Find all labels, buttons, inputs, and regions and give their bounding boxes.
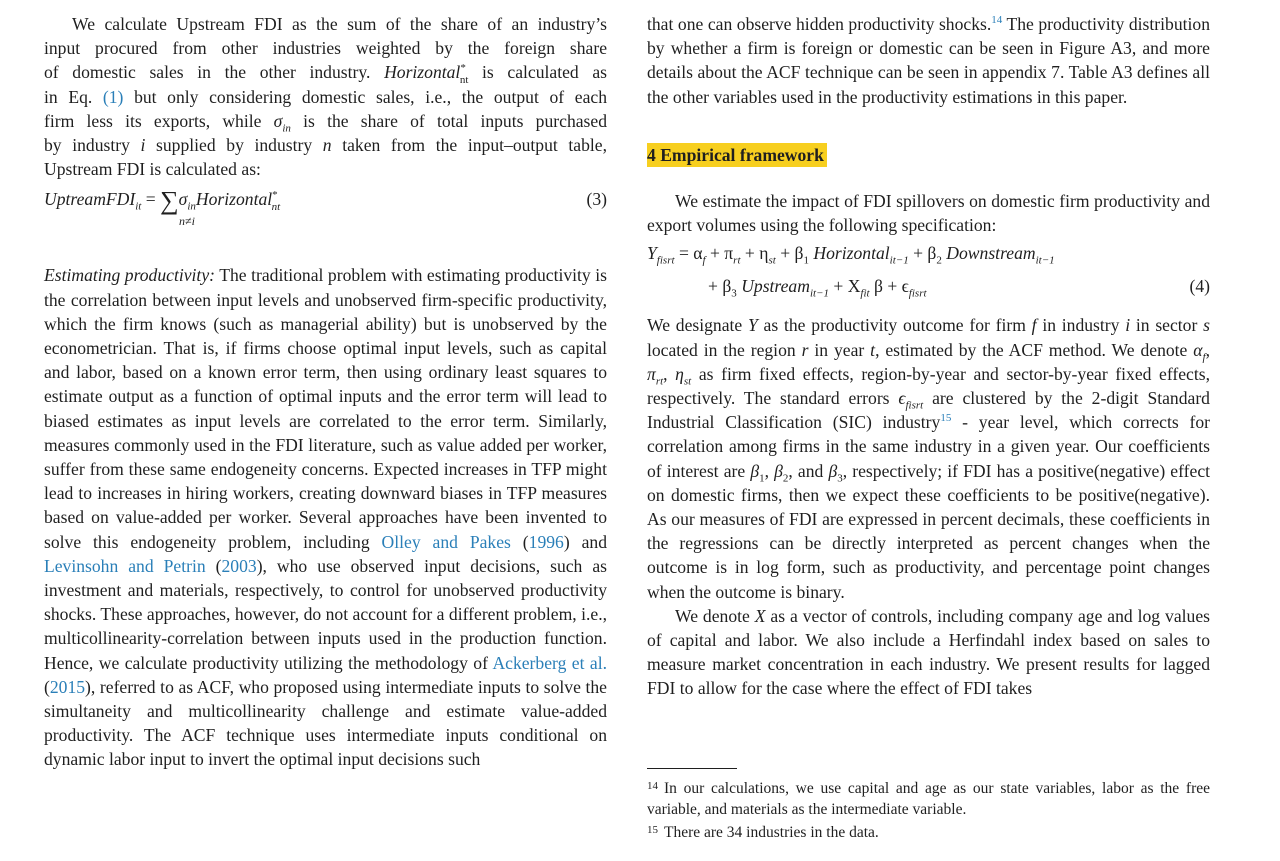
footnote-14 bbox=[647, 776, 1210, 820]
line: input procured from other industries weighted by the foreign share bbox=[44, 38, 607, 59]
text: located in the region bbox=[647, 339, 796, 360]
text: We denote bbox=[675, 605, 750, 626]
eq-term: Upstream bbox=[741, 276, 810, 297]
eq-sub: fit bbox=[860, 287, 870, 300]
math: β bbox=[828, 460, 838, 481]
text: , and bbox=[788, 460, 824, 481]
text: - year level, which corrects for correlation among firms in the same industry in a given year. Our coefficients of interest are bbox=[647, 412, 1210, 481]
footnote-text: In our calculations, we use capital and age as our state variables, labor as the free variable, and materials as the intermediate variable. bbox=[647, 780, 1210, 818]
eq-sub: nt bbox=[271, 200, 281, 213]
math-sub: 3 bbox=[837, 472, 843, 485]
equation-line-1 bbox=[647, 241, 1055, 265]
text: We designate bbox=[647, 315, 743, 336]
eq-horizontal: Horizontal bbox=[195, 189, 273, 210]
math: t bbox=[870, 339, 876, 360]
eq-sub: in bbox=[187, 200, 196, 213]
designation-paragraph bbox=[647, 313, 1210, 603]
text: is calculated as bbox=[482, 62, 607, 83]
eq-sub: 3 bbox=[731, 287, 737, 300]
math: σ bbox=[273, 110, 283, 131]
text: , referred to as ACF, who proposed using intermediate inputs to solve the simultaneity and multicollinearity challenge and estimate value-added productivity. The ACF technique uses intermediate inputs conditional on dynamic labor input to invert the optimal input decisions such bbox=[44, 676, 607, 770]
footnote-number: 15 bbox=[647, 824, 658, 836]
eq-sub: 1 bbox=[803, 254, 809, 267]
math: π bbox=[647, 363, 656, 384]
text: The traditional problem with estimating productivity is the correlation between input levels and unobserved firm-specific productivity, which the firm knows (such as managerial ability) but is unobserved by the econometrician. That is, if firms choose optimal input levels, such as capital and labor, based on a known error term, then using ordinary least squares to estimate output as a function of optimal inputs and the error term will lead to biased estimates as input levels are correlated to the error term. Similarly, measures commonly used in the FDI literature, such as value added per worker, suffer from these same endogeneity concerns. Expected increases in TFP might lead to increases in hiring workers, creating downward biases in TFP measures based on value-added per worker. Several approaches have been invented to solve this endogeneity problem, including bbox=[44, 265, 607, 552]
line bbox=[44, 133, 607, 157]
citation-link[interactable]: Olley and Pakes bbox=[381, 531, 511, 552]
math-sub: 1 bbox=[759, 472, 765, 485]
citation-year-link[interactable]: 1996 bbox=[528, 531, 564, 552]
eq-term: + β bbox=[780, 243, 804, 264]
eq-term: Horizontal bbox=[813, 243, 890, 264]
upstream-paragraph bbox=[44, 12, 607, 181]
line bbox=[44, 60, 607, 84]
text: , estimated by the ACF method. We denote bbox=[875, 339, 1188, 360]
eq-sub: f bbox=[702, 254, 706, 267]
eq-equals: = bbox=[145, 189, 156, 210]
footnote-15 bbox=[647, 820, 1210, 843]
eq-sub: rt bbox=[733, 254, 741, 267]
eq-sub: it−1 bbox=[809, 287, 829, 300]
footnote-text: There are 34 industries in the data. bbox=[664, 824, 879, 841]
text: , bbox=[1205, 339, 1211, 360]
math-sub: f bbox=[1202, 351, 1206, 364]
eq-term: + X bbox=[833, 276, 861, 297]
text: , respectively; if FDI has a positive(negative) effect on domestic firms, then we expect these coefficients to be positive(negative). As our measures of FDI are expressed in percent decimals, these coefficients in the regressions can be directly interpreted as percent changes when the outcome is in log form, such as productivity, and percentage point changes when the outcome is binary. bbox=[647, 460, 1211, 602]
math-sub: in bbox=[282, 122, 291, 135]
eq-term: + β bbox=[913, 243, 937, 264]
eq-sub: it−1 bbox=[1035, 254, 1055, 267]
eq-sub: it−1 bbox=[889, 254, 909, 267]
text: as a vector of controls, including company age and log values of capital and labor. We also include a Herfindahl index based on sales to measure market concentration in each industry. We present results for lagged FDI to allow for the case where the effect of FDI takes bbox=[647, 605, 1210, 699]
math: f bbox=[1031, 315, 1037, 336]
math: Y bbox=[747, 315, 758, 336]
equation-3 bbox=[44, 187, 607, 239]
citation-year-link[interactable]: 2015 bbox=[49, 676, 86, 697]
text: in industry bbox=[1042, 315, 1120, 336]
controls-paragraph bbox=[647, 604, 1210, 701]
text: in Eq. bbox=[44, 86, 93, 107]
footnote-ref-14[interactable]: 14 bbox=[991, 14, 1003, 26]
eq-sub: 2 bbox=[936, 254, 942, 267]
text: as the productivity outcome for firm bbox=[763, 315, 1026, 336]
text: that one can observe hidden productivity shocks. bbox=[647, 14, 992, 34]
eq-term: Downstream bbox=[946, 243, 1036, 264]
specification-paragraph: We estimate the impact of FDI spillovers on domestic firm productivity and export volumes using the following specification: bbox=[647, 191, 1210, 236]
eq-sigma: σ bbox=[178, 189, 188, 210]
paragraph-lead: Estimating productivity: bbox=[44, 265, 215, 286]
citation-year-link[interactable]: 2003 bbox=[221, 555, 257, 576]
text: and bbox=[581, 531, 607, 552]
eq-sup: * bbox=[272, 189, 278, 202]
eq-sub: it bbox=[135, 200, 142, 213]
math: n bbox=[322, 135, 332, 156]
text: but only considering domestic sales, i.e., the output of each bbox=[134, 86, 607, 107]
line: We calculate Upstream FDI as the sum of the share of an industry’s bbox=[72, 14, 607, 34]
math: s bbox=[1203, 315, 1210, 336]
text: firm less its exports, while bbox=[44, 110, 262, 131]
math: r bbox=[801, 339, 809, 360]
estimating-productivity-paragraph: Estimating productivity: The traditional problem with estimating productivity is the correlation between input levels and unobserved firm-specific productivity, which the firm knows (such as managerial ability) but is unobserved by the econometrician. That is, if firms choose optimal input levels, such as capital and labor, based on a known error term, then using ordinary least squares to estimate output as a function of optimal inputs and the error term will lead to biased estimates as input levels are correlated to the error term. Similarly, measures commonly used in the FDI literature, such as value added per worker, suffer from these same endogeneity concerns. Expected increases in TFP might lead to increases in hiring workers, creating downward biases in TFP measures based on value-added per worker. Several approaches have been invented to solve this endogeneity problem, including Olley and Pakes (1996) and Levinsohn and Petrin (2003), who use observed input decisions, such as investment and materials, respectively, to control for unobserved productivity shocks. These approaches, however, do not account for a different problem, i.e., multicollinearity-correlation between inputs used in the production function. Hence, we calculate productivity utilizing the methodology of Ackerberg et al. (2015), referred to as ACF, who proposed using intermediate inputs to solve the simultaneity and multicollinearity challenge and estimate value-added productivity. The ACF technique uses intermediate inputs conditional on dynamic labor input to invert the optimal input decisions such bbox=[44, 265, 608, 770]
equation-line-2 bbox=[708, 274, 927, 298]
math: β bbox=[750, 460, 760, 481]
math-sub: fisrt bbox=[905, 399, 924, 412]
eq-term: Y bbox=[647, 243, 657, 264]
footnote-ref-15[interactable]: 15 bbox=[940, 412, 952, 425]
equation-4 bbox=[647, 241, 1210, 311]
footnote-divider bbox=[647, 768, 737, 769]
eq-lhs: UptreamFDI bbox=[44, 189, 136, 210]
sum-index: n≠i bbox=[179, 214, 195, 229]
left-column bbox=[44, 12, 607, 772]
eq-term: + β bbox=[708, 276, 732, 297]
line bbox=[44, 109, 607, 133]
equation-number: (3) bbox=[586, 189, 607, 210]
equation-link[interactable]: (1) bbox=[102, 86, 124, 107]
math-sub: rt bbox=[655, 375, 664, 388]
text: , bbox=[663, 363, 676, 384]
math: i bbox=[140, 135, 146, 156]
equation-number: (4) bbox=[1189, 276, 1210, 297]
sum-symbol: ∑ bbox=[160, 186, 179, 216]
eq-term: + π bbox=[709, 243, 734, 264]
acf-paragraph bbox=[647, 12, 1210, 109]
section-heading: 4 Empirical framework bbox=[647, 143, 827, 167]
math: β bbox=[774, 460, 783, 481]
math: α bbox=[1193, 339, 1203, 360]
text: taken from the input–output table, bbox=[342, 135, 607, 156]
math-sub: 2 bbox=[782, 472, 789, 485]
line bbox=[44, 85, 607, 109]
math: Horizontal bbox=[384, 62, 461, 83]
text: , who use observed input decisions, such as investment and materials, respectively, to control for unobserved productivity shocks. These approaches, however, do not account for a different problem, i.e., multicollinearity-correlation between inputs used in the production function. Hence, we calculate productivity utilizing the methodology of bbox=[44, 555, 607, 673]
eq-term: β + ϵ bbox=[874, 276, 909, 297]
footnote-number: 14 bbox=[647, 780, 658, 792]
math-sub: nt bbox=[459, 73, 469, 86]
eq-term: + η bbox=[744, 243, 769, 264]
math: X bbox=[754, 605, 766, 626]
text: is the share of total inputs purchased bbox=[303, 110, 607, 131]
text: in year bbox=[814, 339, 865, 360]
text: The productivity distribution by whether a firm is foreign or domestic can be seen in Figure A3, and more details about the ACF technique can be seen in appendix 7. Table A3 defines all the other variables used in the productivity estimations in this paper. bbox=[647, 14, 1210, 107]
citation-link[interactable]: Ackerberg et al. bbox=[492, 652, 608, 673]
text: are clustered by the 2-digit Standard Industrial Classification (SIC) industry bbox=[647, 388, 1210, 433]
footnotes bbox=[647, 776, 1210, 843]
math: ϵ bbox=[898, 388, 906, 409]
text: , bbox=[764, 460, 775, 481]
right-column bbox=[647, 12, 1210, 701]
math: i bbox=[1125, 315, 1131, 336]
eq-sub: st bbox=[768, 254, 776, 267]
text: by industry bbox=[44, 135, 130, 156]
text: as firm fixed effects, region-by-year and sector-by-year fixed effects, respectively. The standard errors bbox=[647, 363, 1211, 409]
citation-link[interactable]: Levinsohn and Petrin bbox=[44, 555, 206, 576]
line: Upstream FDI is calculated as: bbox=[44, 159, 261, 180]
math: η bbox=[675, 363, 684, 384]
text: in sector bbox=[1135, 315, 1198, 336]
text: supplied by industry bbox=[156, 135, 313, 156]
math-sub: st bbox=[683, 375, 692, 388]
text: of domestic sales in the other industry. bbox=[44, 62, 371, 83]
eq-term: = α bbox=[678, 243, 703, 264]
math-sup: * bbox=[460, 62, 466, 75]
eq-sub: fisrt bbox=[908, 287, 927, 300]
eq-sub: fisrt bbox=[656, 254, 675, 267]
